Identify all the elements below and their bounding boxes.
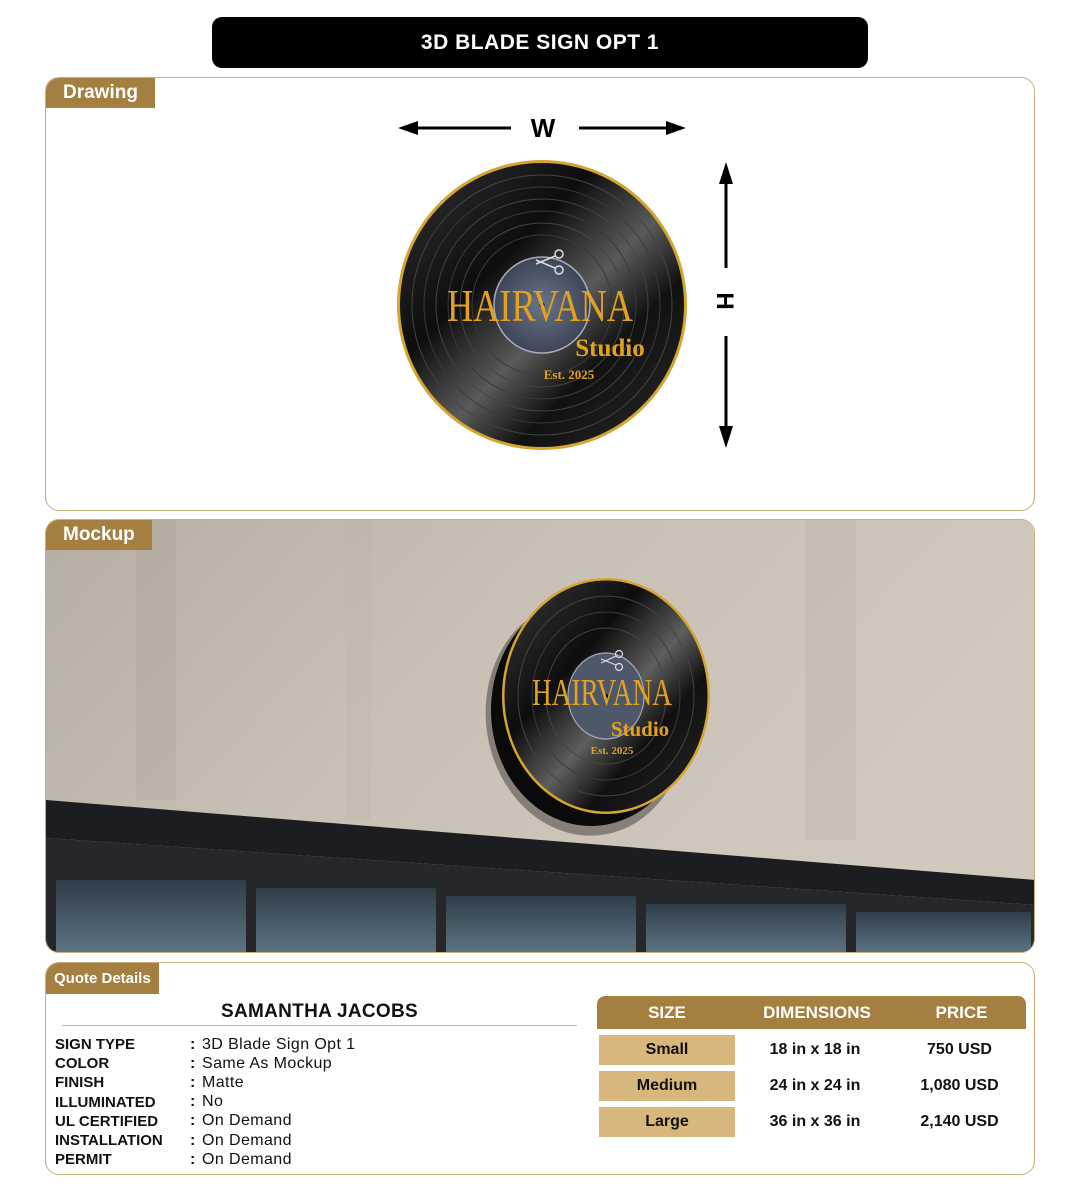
mockup-photo — [46, 520, 1035, 953]
dimensions-cell: 36 in x 36 in — [769, 1113, 861, 1130]
price-table-header — [597, 996, 1026, 1029]
mockup-est-text: Est. 2025 — [590, 745, 634, 757]
mockup-panel — [45, 519, 1035, 953]
drawing-canvas — [46, 78, 1035, 511]
width-label: W — [530, 113, 556, 143]
spec-row-sign-type: SIGN TYPE : 3D Blade Sign Opt 1 — [55, 1035, 356, 1054]
mockup-brand-text: HAIRVANA — [532, 672, 673, 714]
mockup-sub-text: Studio — [610, 717, 670, 741]
table-row — [597, 1107, 1026, 1137]
price-table — [597, 996, 1026, 1137]
price-cell: 2,140 USD — [920, 1113, 999, 1130]
table-row — [597, 1071, 1026, 1101]
quote-details-panel — [45, 962, 1035, 1175]
spec-row-finish: FINISH : Matte — [55, 1073, 245, 1092]
spec-row-illuminated: ILLUMINATED : No — [55, 1093, 224, 1111]
page-title: 3D BLADE SIGN OPT 1 — [212, 17, 868, 68]
price-cell: 750 USD — [927, 1041, 992, 1058]
spec-row-ul-certified: UL CERTIFIED : On Demand — [55, 1112, 292, 1130]
drawing-tab-label: Drawing — [46, 78, 155, 108]
sign-brand-text: HAIRVANA — [447, 280, 633, 331]
size-cell: Small — [599, 1035, 735, 1065]
mounted-sign — [502, 578, 710, 814]
sign-est-text: Est. 2025 — [543, 367, 595, 382]
drawing-panel — [45, 77, 1035, 511]
header-price: PRICE — [935, 1002, 988, 1022]
sign-sub-text: Studio — [575, 335, 645, 362]
height-label: H — [711, 292, 738, 310]
client-divider — [62, 1025, 577, 1026]
dimensions-cell: 18 in x 18 in — [769, 1041, 861, 1058]
size-cell: Large — [599, 1107, 735, 1137]
spec-row-permit: PERMIT : On Demand — [55, 1150, 292, 1169]
vinyl-record-sign — [397, 160, 687, 450]
spec-row-color: COLOR : Same As Mockup — [55, 1054, 333, 1073]
dimensions-cell: 24 in x 24 in — [769, 1077, 861, 1094]
spec-row-installation: INSTALLATION : On Demand — [55, 1131, 292, 1150]
size-cell: Medium — [599, 1071, 735, 1101]
spec-list — [55, 1035, 355, 1169]
mockup-tab-label: Mockup — [46, 520, 152, 550]
header-dimensions: DIMENSIONS — [763, 1002, 871, 1022]
client-name: SAMANTHA JACOBS — [221, 1001, 418, 1022]
quote-tab-label: Quote Details — [46, 963, 159, 994]
header-size: SIZE — [648, 1002, 686, 1022]
price-cell: 1,080 USD — [920, 1077, 999, 1094]
table-row — [597, 1035, 1026, 1065]
